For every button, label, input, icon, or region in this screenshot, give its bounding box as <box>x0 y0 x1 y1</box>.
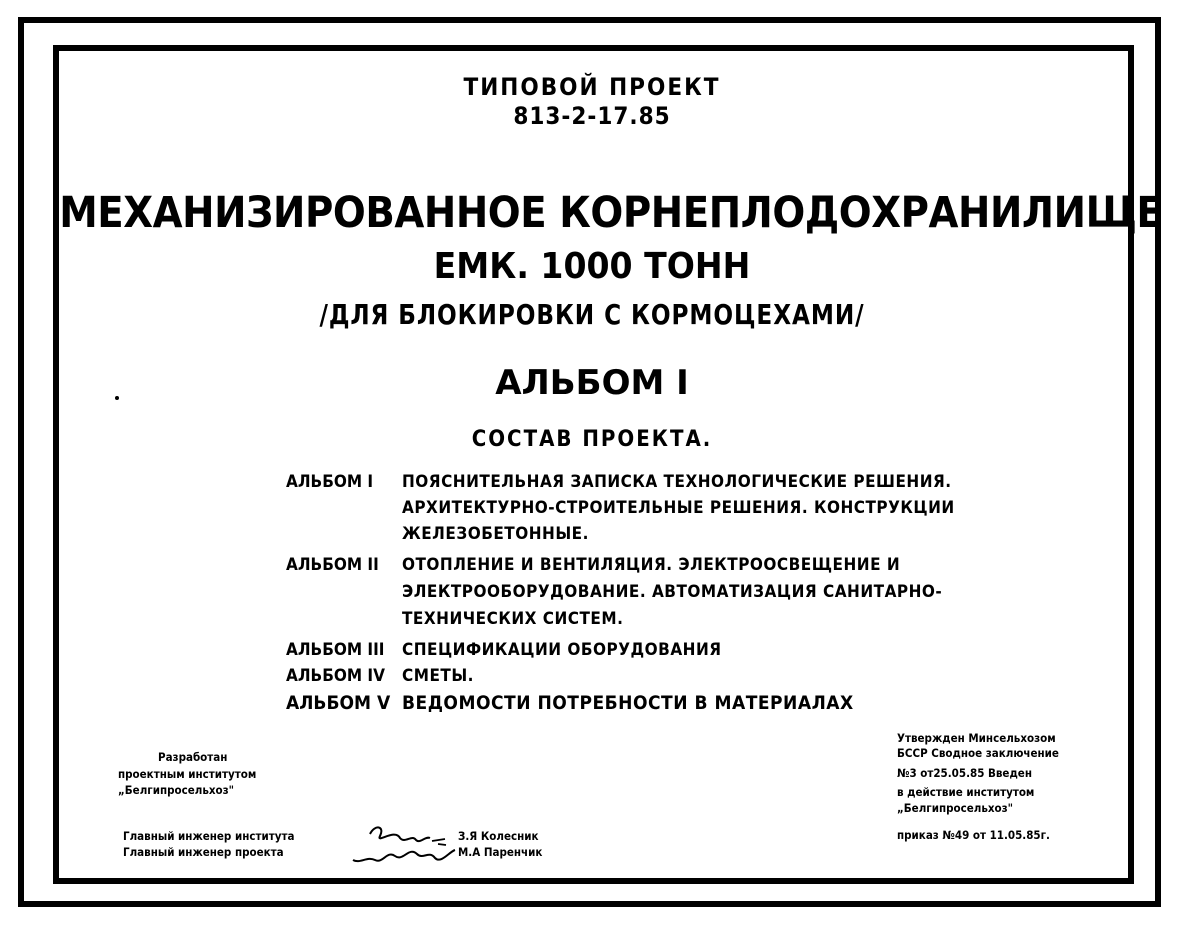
toc-label-album-3: АЛЬБОМ III <box>286 640 385 660</box>
developer-line: проектным институтом <box>118 767 257 781</box>
toc-line: ОТОПЛЕНИЕ И ВЕНТИЛЯЦИЯ. ЭЛЕКТРООСВЕЩЕНИЕ И <box>402 555 901 575</box>
album-title: АЛЬБОМ I <box>495 363 689 403</box>
signature-name: М.А Паренчик <box>458 845 543 859</box>
toc-line: ВЕДОМОСТИ ПОТРЕБНОСТИ В МАТЕРИАЛАХ <box>402 692 854 714</box>
toc-line: СПЕЦИФИКАЦИИ ОБОРУДОВАНИЯ <box>402 640 722 660</box>
developer-label: Разработан <box>158 750 228 764</box>
main-title: МЕХАНИЗИРОВАННОЕ КОРНЕПЛОДОХРАНИЛИЩЕ <box>59 188 1163 238</box>
developer-institute: „Белгипросельхоз" <box>118 783 235 797</box>
ink-dot <box>115 396 119 400</box>
toc-label-album-5: АЛЬБОМ V <box>286 692 391 714</box>
approval-line: БССР Сводное заключение <box>897 746 1059 760</box>
toc-label-album-4: АЛЬБОМ IV <box>286 666 385 686</box>
toc-line: ЖЕЛЕЗОБЕТОННЫЕ. <box>402 524 589 544</box>
toc-line: ЭЛЕКТРООБОРУДОВАНИЕ. АВТОМАТИЗАЦИЯ САНИТАРНО- <box>402 582 943 602</box>
toc-line: ТЕХНИЧЕСКИХ СИСТЕМ. <box>402 609 624 629</box>
approval-line: Утвержден Минсельхозом <box>897 731 1056 745</box>
signature-role: Главный инженер института <box>123 829 295 843</box>
capacity-title: ЕМК. 1000 ТОНН <box>433 246 751 287</box>
toc-line: СМЕТЫ. <box>402 666 474 686</box>
toc-label-album-2: АЛЬБОМ II <box>286 555 379 575</box>
approval-line: №3 от25.05.85 Введен <box>897 766 1032 780</box>
toc-line: ПОЯСНИТЕЛЬНАЯ ЗАПИСКА ТЕХНОЛОГИЧЕСКИЕ РЕШЕНИЯ. <box>402 472 952 492</box>
toc-line: АРХИТЕКТУРНО-СТРОИТЕЛЬНЫЕ РЕШЕНИЯ. КОНСТРУКЦИИ <box>402 498 955 518</box>
purpose-subtitle: /ДЛЯ БЛОКИРОВКИ С КОРМОЦЕХАМИ/ <box>319 298 865 331</box>
project-type-label: ТИПОВОЙ ПРОЕКТ <box>463 73 721 101</box>
project-number: 813-2-17.85 <box>513 102 671 130</box>
approval-line: „Белгипросельхоз" <box>897 801 1014 815</box>
toc-label-album-1: АЛЬБОМ I <box>286 472 374 492</box>
signature-name: З.Я Колесник <box>458 829 539 843</box>
contents-heading: СОСТАВ ПРОЕКТА. <box>471 427 713 452</box>
approval-order: приказ №49 от 11.05.85г. <box>897 828 1050 842</box>
signature-role: Главный инженер проекта <box>123 845 284 859</box>
handwritten-signature-2 <box>345 838 460 873</box>
approval-line: в действие институтом <box>897 785 1035 799</box>
